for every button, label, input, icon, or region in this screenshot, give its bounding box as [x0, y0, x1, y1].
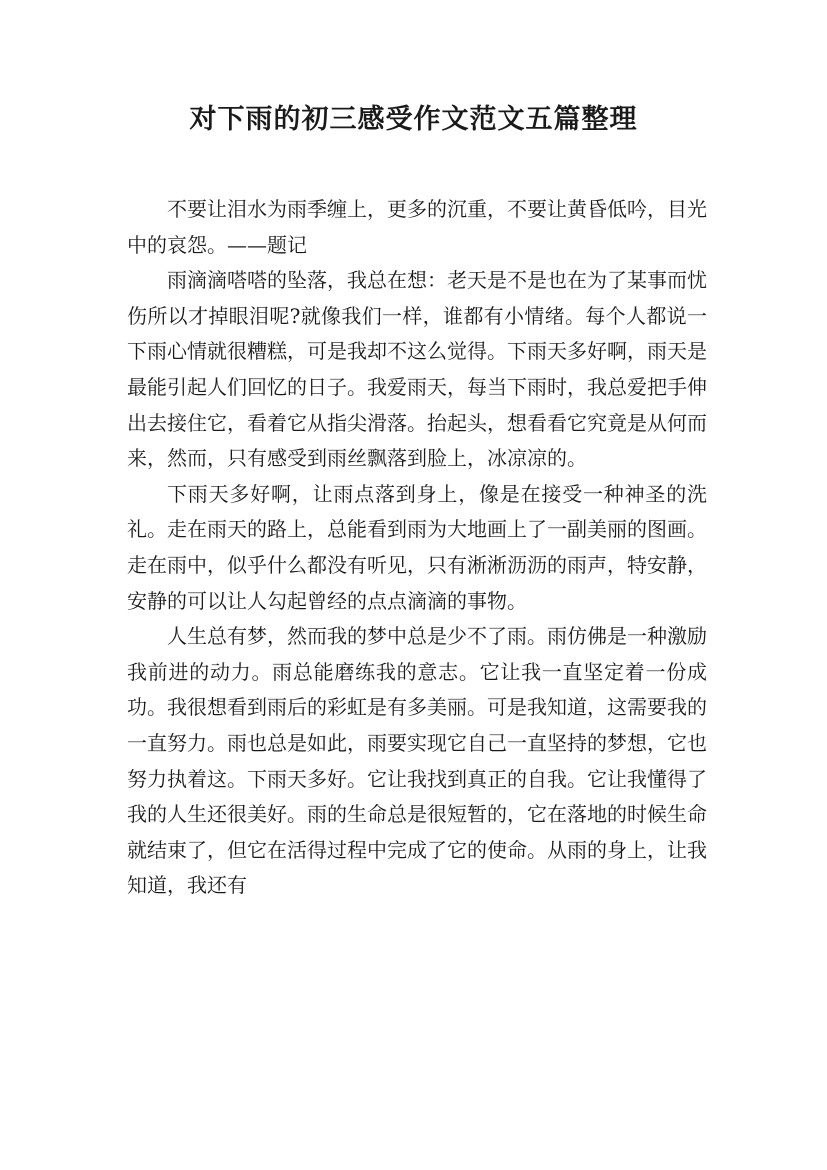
body-paragraph: 下雨天多好啊，让雨点落到身上，像是在接受一种神圣的洗礼。走在雨天的路上，总能看到雨为大地画上了一副美丽的图画。走在雨中，似乎什么都没有听见，只有淅淅沥沥的雨声，特安静，安静的可以让人勾起曾经的点点滴滴的事物。 [127, 481, 707, 613]
document-title: 对下雨的初三感受作文范文五篇整理 [189, 104, 638, 135]
body-paragraph: 人生总有梦，然而我的梦中总是少不了雨。雨仿佛是一种激励我前进的动力。雨总能磨练我的意志。它让我一直坚定着一份成功。我很想看到雨后的彩虹是有多美丽。可是我知道，这需要我的一直努力。雨也总是如此，雨要实现它自己一直坚持的梦想，它也努力执着这。下雨天多好。它让我找到真正的自我。它让我懂得了我的人生还很美好。雨的生命总是很短暂的，它在落地的时候生命就结束了，但它在活得过程中完成了它的使命。从雨的身上，让我知道，我还有 [127, 624, 707, 898]
document-body [127, 192, 707, 904]
epigraph-paragraph: 不要让泪水为雨季缠上，更多的沉重，不要让黄昏低吟，目光中的哀怨。——题记 [127, 197, 707, 257]
body-paragraph: 雨滴滴嗒嗒的坠落，我总在想：老天是不是也在为了某事而忧伤所以才掉眼泪呢?就像我们一样，谁都有小情绪。每个人都说一下雨心情就很糟糕，可是我却不这么觉得。下雨天多好啊，雨天是最能引起人们回忆的日子。我爱雨天，每当下雨时，我总爱把手伸出去接住它，看着它从指尖滑落。抬起头，想看看它究竟是从何而来，然而，只有感受到雨丝飘落到脸上，冰凉凉的。 [127, 268, 707, 471]
